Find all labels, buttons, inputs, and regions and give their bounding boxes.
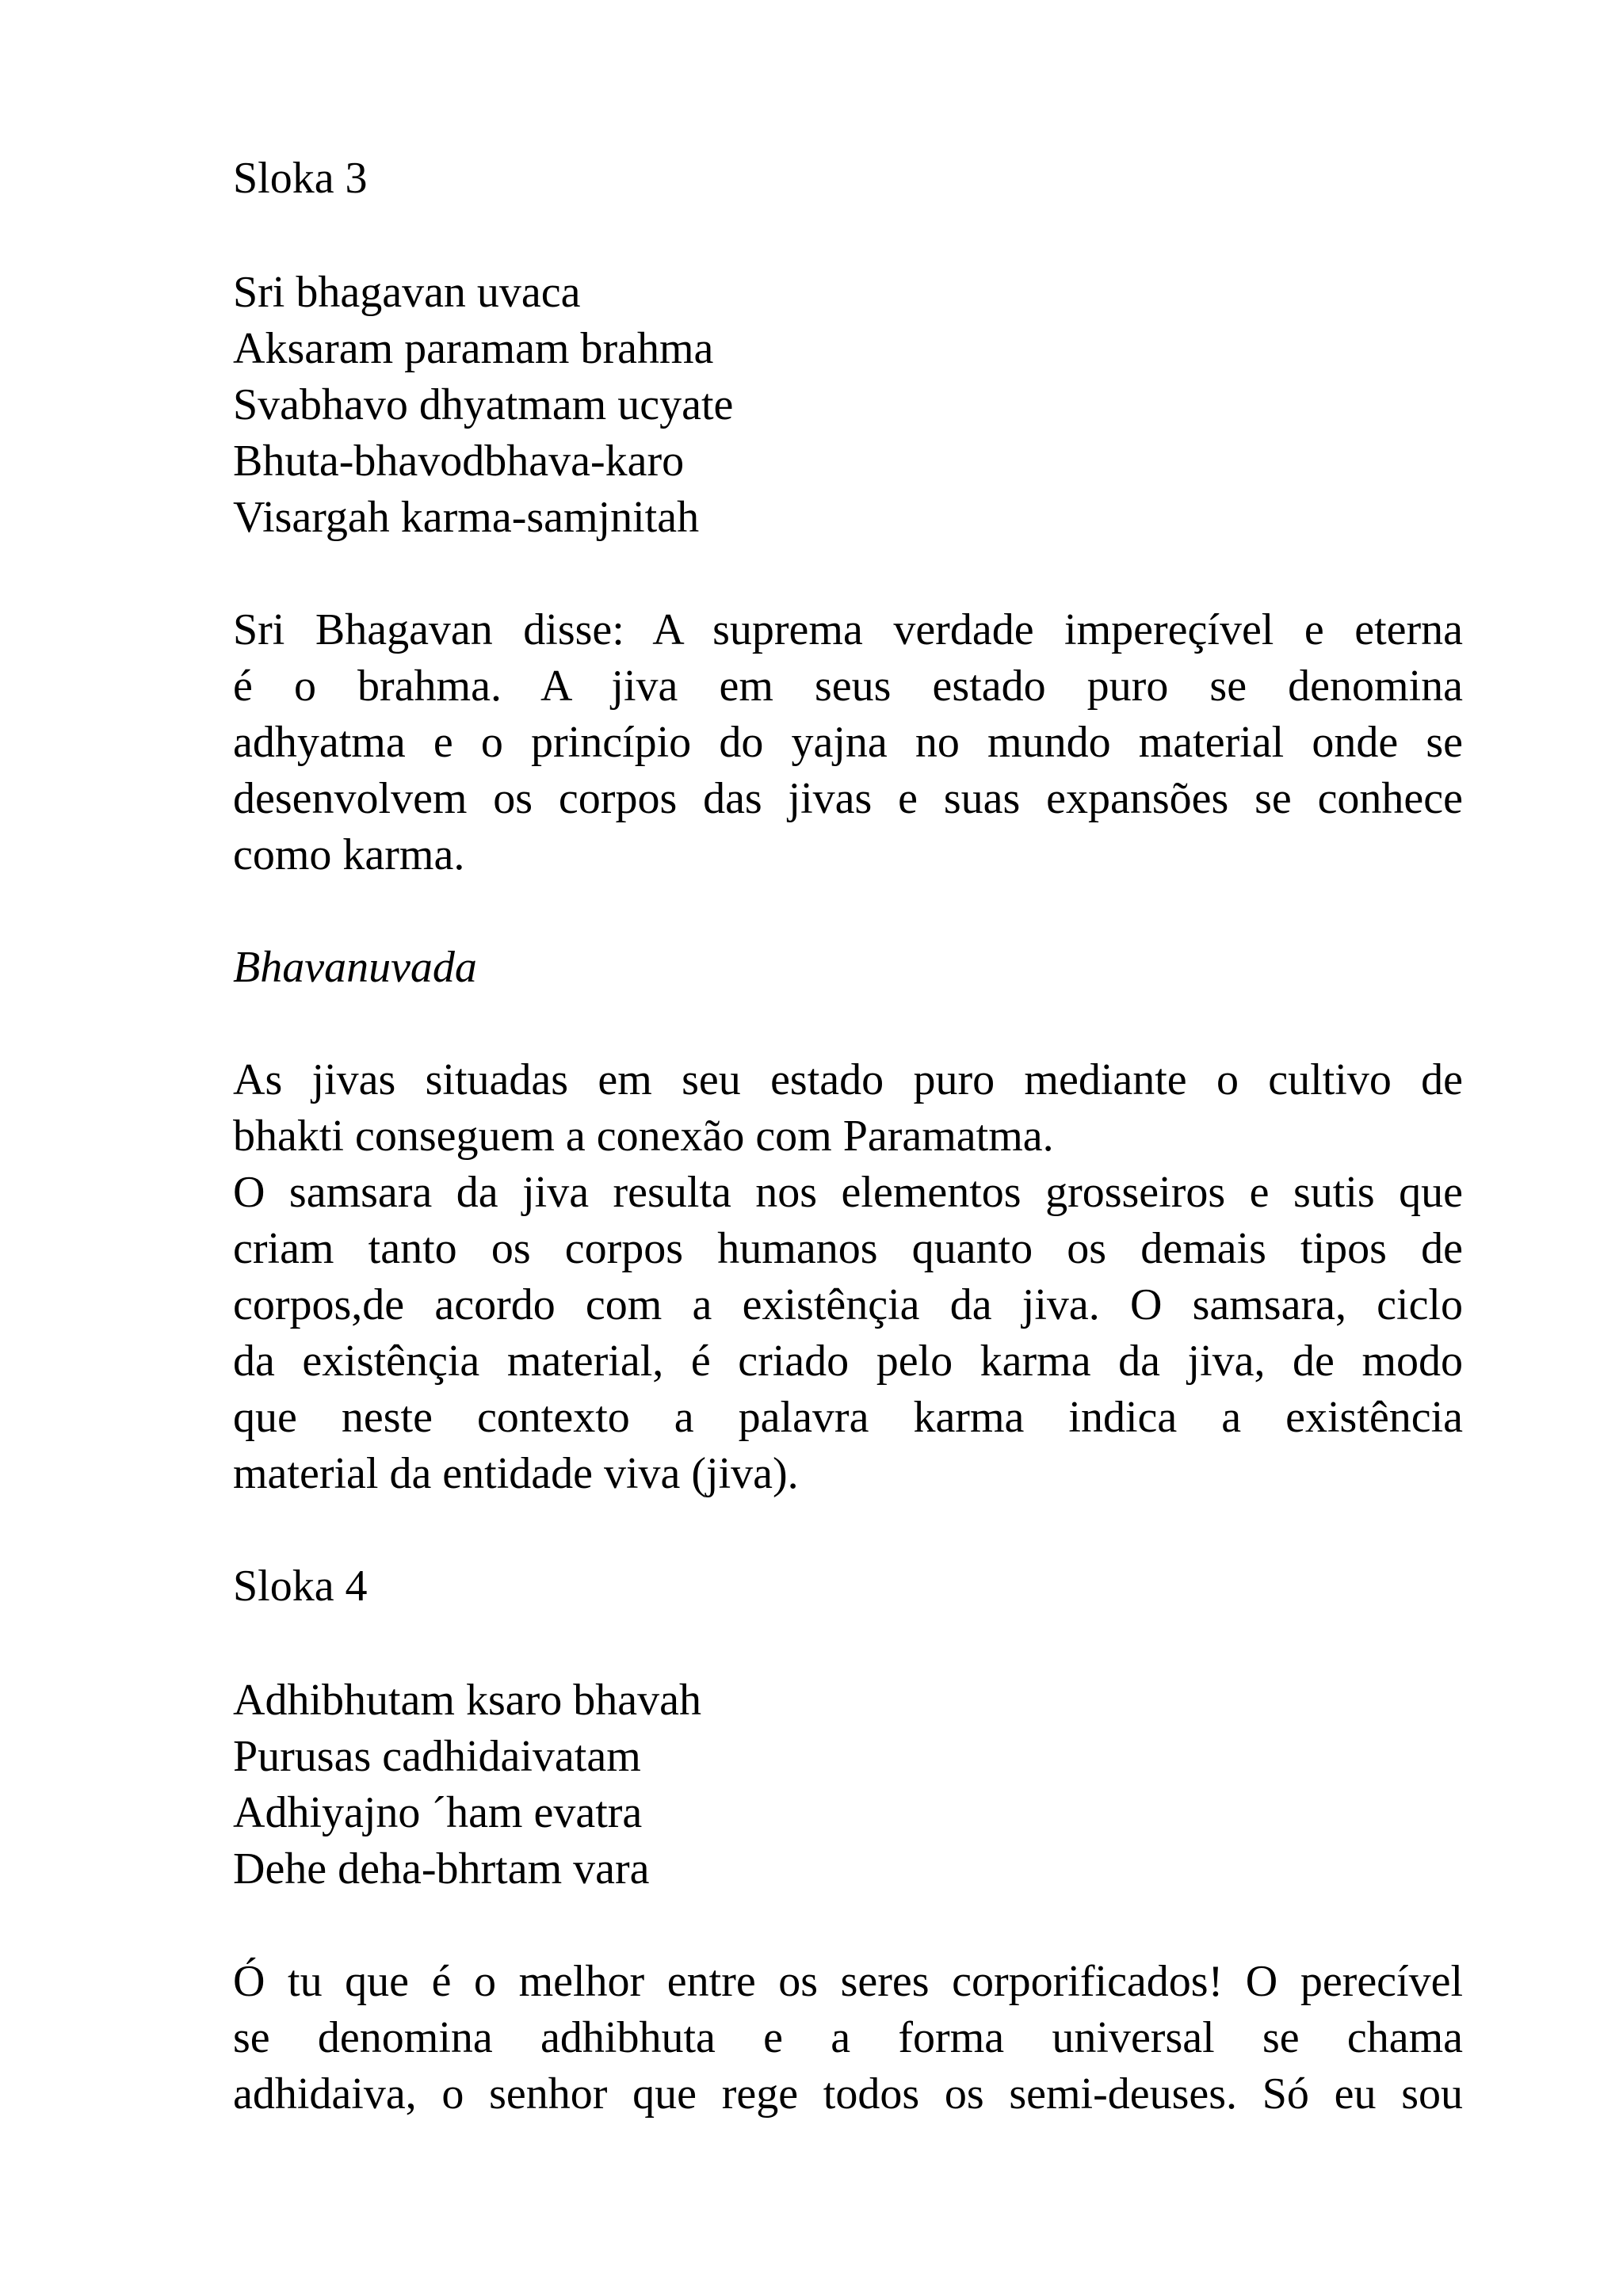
- verse-line: Bhuta-bhavodbhava-karo: [233, 437, 685, 486]
- verse-line: Svabhavo dhyatmam ucyate: [233, 380, 734, 429]
- translation-line: desenvolvem os corpos das jivas e suas expansões se conhece: [233, 774, 1463, 823]
- sloka-3-title: Sloka 3: [233, 154, 368, 203]
- commentary-line: corpos,de acordo com a existênçia da jiva. O samsara, ciclo: [233, 1280, 1463, 1329]
- sloka-4-title: Sloka 4: [233, 1562, 368, 1611]
- verse-line: Aksaram paramam brahma: [233, 324, 714, 373]
- commentary-line: material da entidade viva (jiva).: [233, 1449, 799, 1498]
- commentary-line: O samsara da jiva resulta nos elementos grosseiros e sutis que: [233, 1168, 1463, 1217]
- verse-line: Adhiyajno ´ham evatra: [233, 1788, 643, 1837]
- sloka-3-verse: [233, 265, 1463, 546]
- translation-line: adhyatma e o princípio do yajna no mundo material onde se: [233, 718, 1463, 767]
- translation-line: adhidaiva, o senhor que rege todos os semi-deuses. Só eu sou: [233, 2069, 1463, 2119]
- translation-line: Ó tu que é o melhor entre os seres corporificados! O perecível: [233, 1957, 1463, 2006]
- translation-line: Sri Bhagavan disse: A suprema verdade impereçível e eterna: [233, 605, 1463, 654]
- commentary-line: criam tanto os corpos humanos quanto os demais tipos de: [233, 1224, 1463, 1273]
- sloka-4-translation: [233, 1954, 1463, 2122]
- verse-line: Purusas cadhidaivatam: [233, 1732, 641, 1781]
- commentary-line: da existênçia material, é criado pelo karma da jiva, de modo: [233, 1337, 1463, 1386]
- bhavanuvada-title: Bhavanuvada: [233, 943, 477, 992]
- sloka-4-heading: [233, 1558, 1463, 1615]
- verse-line: Visargah karma-samjnitah: [233, 493, 700, 542]
- verse-line: Adhibhutam ksaro bhavah: [233, 1676, 701, 1725]
- translation-line: é o brahma. A jiva em seus estado puro se denomina: [233, 662, 1463, 711]
- translation-line: se denomina adhibhuta e a forma universal se chama: [233, 2013, 1463, 2062]
- sloka-4-verse: [233, 1672, 1463, 1897]
- sloka-3-heading: [233, 151, 1463, 207]
- verse-line: Dehe deha-bhrtam vara: [233, 1844, 650, 1894]
- commentary-paragraph-2: [233, 1165, 1463, 1502]
- verse-line: Sri bhagavan uvaca: [233, 268, 581, 317]
- translation-line: como karma.: [233, 830, 465, 879]
- commentary-paragraph-1: [233, 1052, 1463, 1165]
- commentary-heading: [233, 940, 1463, 996]
- commentary-line: As jivas situadas em seu estado puro mediante o cultivo de: [233, 1055, 1463, 1104]
- commentary-line: bhakti conseguem a conexão com Paramatma.: [233, 1112, 1054, 1161]
- commentary-line: que neste contexto a palavra karma indica a existência: [233, 1393, 1463, 1442]
- sloka-3-translation: [233, 602, 1463, 883]
